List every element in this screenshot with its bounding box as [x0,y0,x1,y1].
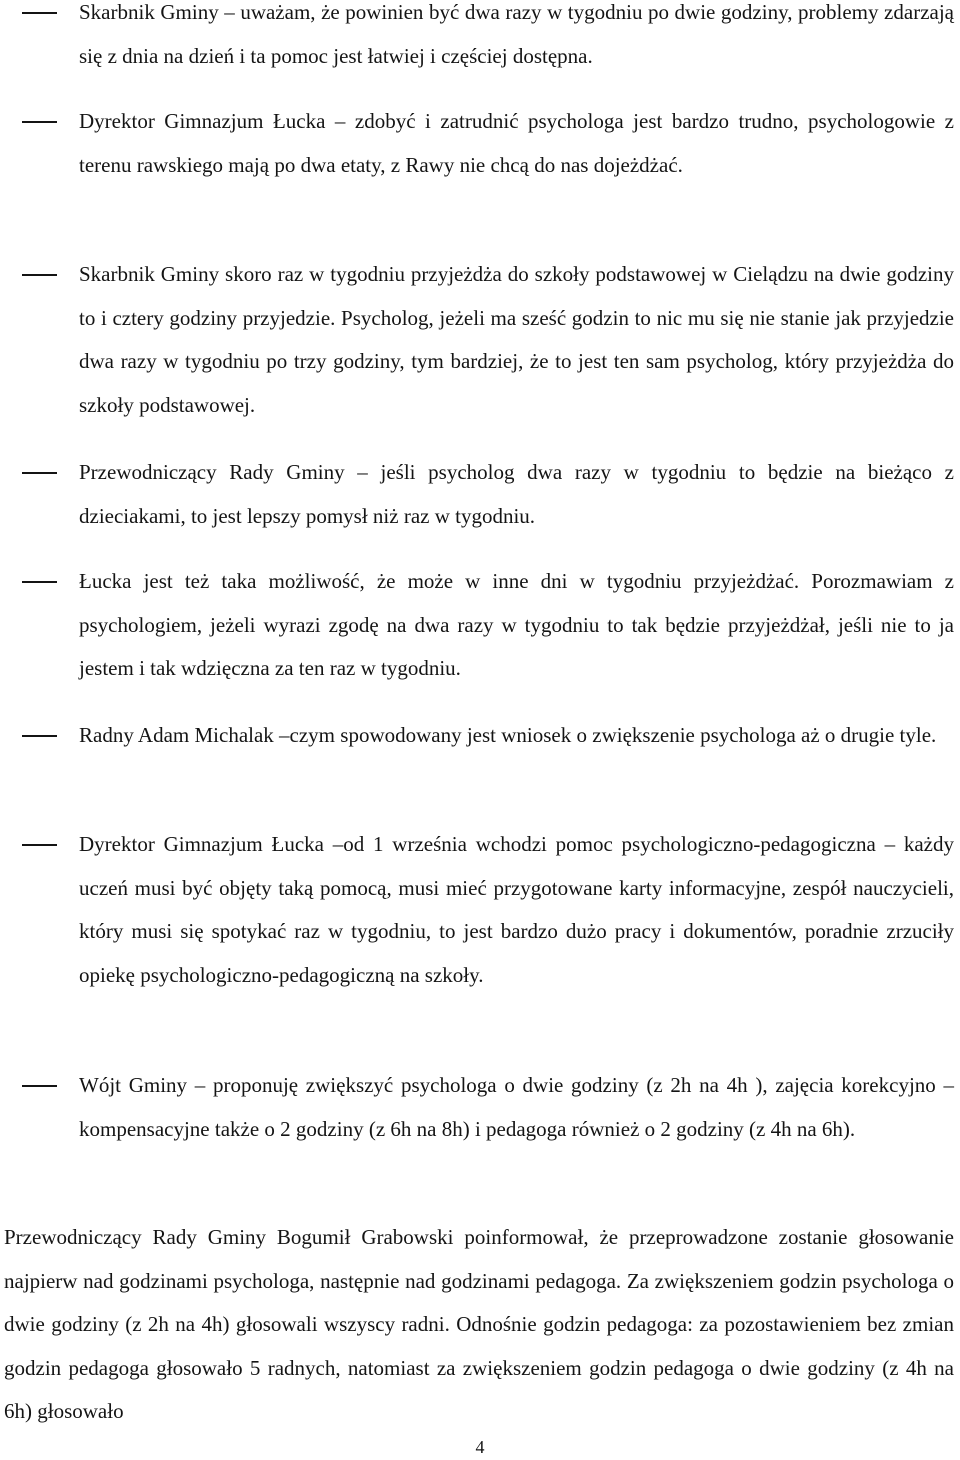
summary-paragraph: Przewodniczący Rady Gminy Bogumił Grabowski poinformował, że przeprowadzone zostanie głosowanie najpierw nad godzinami psychologa, następnie nad godzinami pedagoga. Za zwiększeniem godzin psychologa o dwie godziny (z 2h na 4h) głosowali wszyscy radni. Odnośnie godzin pedagoga: za pozostawieniem bez zmian godzin pedagoga głosowało 5 radnych, natomiast za zwiększeniem godzin pedagoga o dwie godziny (z 4h na 6h) głosowało [4,1225,954,1423]
statement-item [0,253,960,427]
dash-bullet-icon [22,844,57,846]
statement-item [0,100,960,187]
dash-bullet-icon [22,1085,57,1087]
statement-text: Łucka jest też taka możliwość, że może w inne dni w tygodniu przyjeżdżać. Porozmawiam z psychologiem, jeżeli wyrazi zgodę na dwa razy w tygodniu to tak będzie przyjeżdżał, jeśli nie to ja jestem i tak wdzięczna za ten raz w tygodniu. [79,569,954,680]
statement-text: Dyrektor Gimnazjum Łucka – zdobyć i zatrudnić psychologa jest bardzo trudno, psychologowie z terenu rawskiego mają po dwa etaty, z Rawy nie chcą do nas dojeżdżać. [79,109,954,177]
dash-bullet-icon [22,274,57,276]
statement-item [0,823,960,997]
statement-text: Radny Adam Michalak –czym spowodowany jest wniosek o zwiększenie psychologa aż o drugie tyle. [79,723,937,747]
statement-item [0,714,960,758]
statement-text: Dyrektor Gimnazjum Łucka –od 1 września wchodzi pomoc psychologiczno-pedagogiczna – każdy uczeń musi być objęty taką pomocą, musi mieć przygotowane karty informacyjne, zespół nauczycieli, który musi się spotykać raz w tygodniu, to jest bardzo dużo pracy i dokumentów, poradnie zrzuciły opiekę psychologiczno-pedagogiczną na szkoły. [79,832,954,987]
dash-bullet-icon [22,581,57,583]
statement-item [0,1064,960,1151]
statement-text: Wójt Gminy – proponuję zwiększyć psychologa o dwie godziny (z 2h na 4h ), zajęcia korekcyjno – kompensacyjne także o 2 godziny (z 6h na 8h) i pedagoga również o 2 godziny (z 4h na 6h). [79,1073,954,1141]
statement-text: Skarbnik Gminy – uważam, że powinien być dwa razy w tygodniu po dwie godziny, problemy zdarzają się z dnia na dzień i ta pomoc jest łatwiej i częściej dostępna. [79,0,954,68]
dash-bullet-icon [22,472,57,474]
statement-text: Skarbnik Gminy skoro raz w tygodniu przyjeżdża do szkoły podstawowej w Cielądzu na dwie godziny to i cztery godziny przyjedzie. Psycholog, jeżeli ma sześć godzin to nic mu się nie stanie jak przyjedzie dwa razy w tygodniu po trzy godziny, tym bardziej, że to jest ten sam psycholog, który przyjeżdża do szkoły podstawowej. [79,262,954,417]
statement-item [0,560,960,691]
dash-bullet-icon [22,735,57,737]
statement-item [0,0,960,78]
statement-item [0,451,960,538]
dash-bullet-icon [22,12,57,14]
statement-text: Przewodniczący Rady Gminy – jeśli psycholog dwa razy w tygodniu to będzie na bieżąco z dzieciakami, to jest lepszy pomysł niż raz w tygodniu. [79,460,954,528]
dash-bullet-icon [22,121,57,123]
page-number: 4 [475,1437,485,1457]
